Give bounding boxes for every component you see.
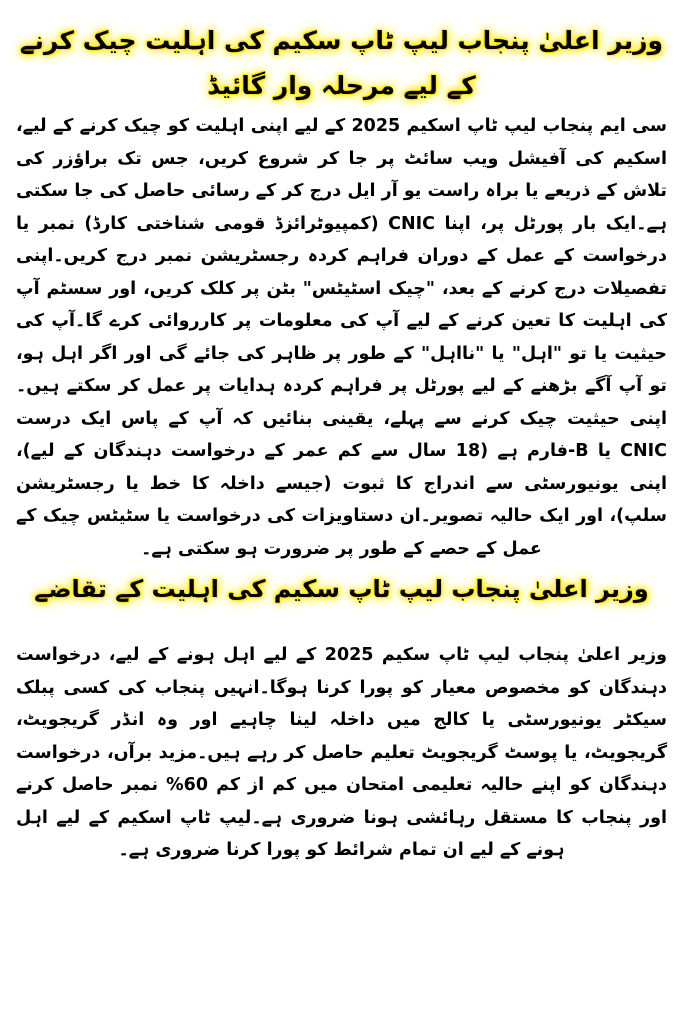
main-heading-line-2: کے لیے مرحلہ وار گائیڈ	[207, 71, 476, 100]
main-heading	[16, 4, 667, 108]
paragraph-eligibility-requirements: وزیر اعلیٰ پنجاب لیپ ٹاپ سکیم 2025 کے لیے اہل ہونے کے لیے، درخواست دہندگان کو مخصوص معیار کو پورا کرنا ہوگا۔انہیں پنجاب کی کسی پبلک سیکٹر یونیورسٹی یا کالج میں داخلہ لینا چاہیے اور وہ انڈر گریجویٹ، گریجویٹ، یا پوسٹ گریجویٹ تعلیم حاصل کر رہے ہیں۔مزید برآں، درخواست دہندگان کو اپنے حالیہ تعلیمی امتحان میں کم از کم 60% نمبر حاصل کرنے اور پنجاب کا مستقل رہائشی ہونا ضروری ہے۔لیپ ٹاپ اسکیم کے لیے اہل ہونے کے لیے ان تمام شرائط کو پورا کرنا ضروری ہے۔	[16, 645, 667, 860]
main-heading-line-1: وزیر اعلیٰ پنجاب لیپ ٹاپ سکیم کی اہلیت چیک کرنے	[19, 26, 664, 55]
section-heading-eligibility-requirements: وزیر اعلیٰ پنجاب لیپ ٹاپ سکیم کی اہلیت کے تقاضے	[34, 575, 649, 603]
paragraph-eligibility-check-steps: سی ایم پنجاب لیپ ٹاپ اسکیم 2025 کے لیے اپنی اہلیت کو چیک کرنے کے لیے، اسکیم کی آفیشل ویب سائٹ پر جا کر شروع کریں، جس تک براؤزر کی تلاش کے ذریعے یا براہ راست یو آر ایل درج کر کے رسائی حاصل کی جا سکتی ہے۔ایک بار پورٹل پر، اپنا CNIC (کمپیوٹرائزڈ قومی شناختی کارڈ) نمبر یا درخواست کے عمل کے دوران فراہم کردہ رجسٹریشن نمبر درج کریں۔اپنی تفصیلات درج کرنے کے بعد، "چیک اسٹیٹس" بٹن پر کلک کریں، اور سسٹم آپ کی اہلیت کا تعین کرنے کے لیے آپ کی معلومات پر کارروائی کرے گا۔آپ کی حیثیت یا تو "اہل" یا "نااہل" کے طور پر ظاہر کی جائے گی اور اگر اہل ہو، تو آپ آگے بڑھنے کے لیے پورٹل پر فراہم کردہ ہدایات پر عمل کر سکتے ہیں۔اپنی حیثیت چیک کرنے سے پہلے، یقینی بنائیں کہ آپ کے پاس ایک درست CNIC یا B-فارم ہے (18 سال سے کم عمر کے درخواست دہندگان کے لیے)، اپنی یونیورسٹی سے اندراج کا ثبوت (جیسے داخلہ کا خط یا رجسٹریشن سلپ)، اور ایک حالیہ تصویر۔ان دستاویزات کی درخواست یا سٹیٹس چیک کے عمل کے حصے کے طور پر ضرورت ہو سکتی ہے۔	[16, 116, 668, 559]
